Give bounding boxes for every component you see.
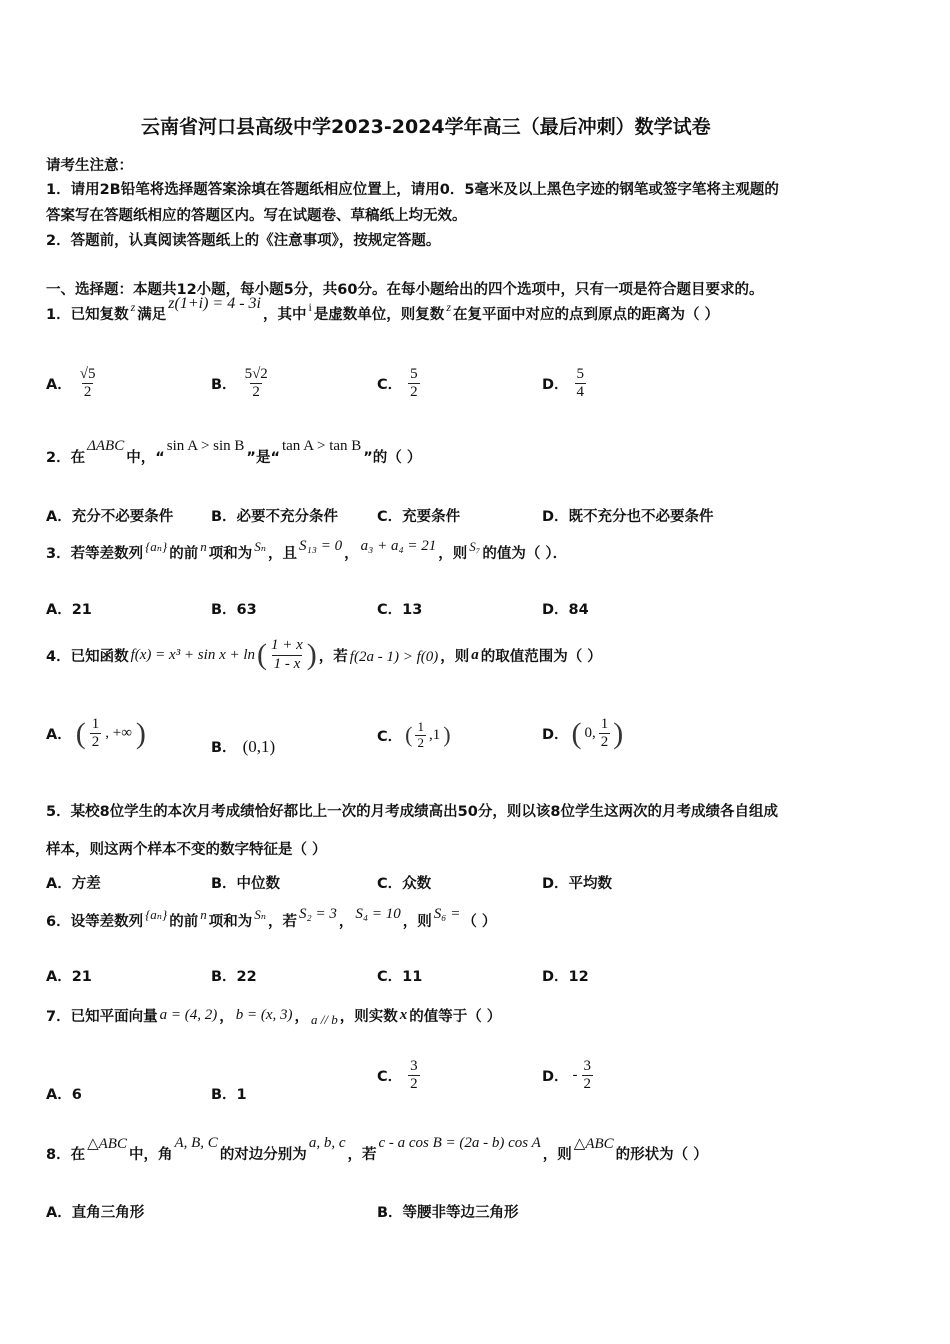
q1-a-den: 2	[83, 384, 92, 401]
q5-option-b[interactable]: B．中位数	[211, 876, 281, 892]
q4-c-fraction	[415, 720, 426, 751]
q1-text-1: 1．已知复数	[46, 307, 129, 323]
q6-option-b[interactable]: B．22	[211, 969, 257, 985]
q7-d-num: 3	[583, 1058, 592, 1074]
q3-var-s: Sₙ	[254, 538, 267, 554]
q4-option-b[interactable]	[211, 736, 275, 757]
q1-d-num: 5	[576, 366, 585, 382]
q3-text-7: 的值为（ ）．	[482, 546, 568, 562]
q1-var-z: z	[130, 300, 136, 314]
q4-log-fraction	[269, 637, 305, 673]
q6-text-6: ，则	[402, 914, 432, 930]
q6-var-n: n	[200, 906, 207, 922]
q1-equation: z(1+i) = 4 - 3i	[168, 294, 261, 312]
q4-condition: f(2a - 1) > f(0)	[349, 648, 439, 665]
q6-text-5: ，	[338, 914, 354, 930]
q8-text-6: 的形状为（ ）	[615, 1147, 708, 1163]
q4-option-d-label: D．	[542, 727, 569, 744]
q7-option-b[interactable]: B．1	[211, 1087, 247, 1103]
q5-line-2: 样本，则这两个样本不变的数字特征是（ ）	[46, 842, 327, 858]
question-1	[46, 294, 720, 324]
q7-c-num: 3	[410, 1058, 418, 1074]
q7-c-fraction	[408, 1058, 420, 1094]
q4-d-right-paren: )	[613, 716, 624, 750]
q4-var-a: a	[471, 646, 479, 663]
q8-text-5: ，则	[542, 1147, 572, 1163]
q5-line-1: 5．某校8位学生的本次月考成绩恰好都比上一次的月考成绩高出50分，则以该8位学生这两次的月考成绩各自组成	[46, 804, 778, 820]
q6-text-3: 项和为	[208, 914, 253, 930]
q6-option-c[interactable]: C．11	[377, 969, 423, 985]
q7-c-den: 2	[410, 1076, 418, 1093]
q3-text-1: 3．若等差数列	[46, 546, 144, 562]
q3-option-a[interactable]: A．21	[46, 602, 92, 618]
q7-var-x: x	[399, 1007, 408, 1023]
q4-c-num: 1	[417, 719, 424, 734]
q4-d-head: 0,	[584, 725, 596, 742]
q2-text-1: 2．在	[46, 450, 86, 466]
q3-equation-1: S₁₃ = 0	[299, 538, 343, 554]
q1-c-num: 5	[410, 366, 418, 382]
q1-text-4: 是虚数单位，则复数	[313, 307, 445, 323]
q4-d-fraction	[599, 716, 611, 752]
q1-b-den: 2	[252, 384, 260, 401]
notice-line1b: 答案写在答题纸相应的答题区内。写在试题卷、草稿纸上均无效。	[46, 208, 467, 224]
q4-left-paren: (	[257, 638, 268, 671]
q7-option-d[interactable]	[542, 1058, 593, 1094]
q2-option-b[interactable]: B．必要不充分条件	[211, 509, 339, 525]
q8-angles: A, B, C	[174, 1135, 218, 1151]
q6-sequence: {aₙ}	[145, 906, 168, 922]
q2-option-a[interactable]: A．充分不必要条件	[46, 509, 174, 525]
q4-a-num: 1	[91, 716, 100, 732]
q1-text-3: ，其中	[262, 307, 307, 323]
q6-text-7: （ ）	[462, 914, 497, 930]
q2-triangle: ΔABC	[87, 438, 125, 454]
q7-text-2: ，	[219, 1009, 234, 1025]
q8-triangle-2: △ABC	[573, 1136, 614, 1152]
q7-text-4: ，则实数	[339, 1009, 398, 1025]
q3-option-b[interactable]: B．63	[211, 602, 257, 618]
q8-triangle: △ABC	[87, 1136, 127, 1152]
q6-equation-1: S₂ = 3	[299, 906, 337, 922]
q7-d-den: 2	[583, 1076, 592, 1093]
q7-d-fraction	[582, 1058, 594, 1094]
q3-equation-2: a₃ + a₄ = 21	[360, 538, 437, 554]
q1-a-num: √5	[79, 366, 96, 382]
q1-option-b[interactable]	[211, 366, 270, 402]
q3-text-2: 的前	[169, 546, 199, 562]
q5-option-a[interactable]: A．方差	[46, 876, 101, 892]
q3-option-c[interactable]: C．13	[377, 602, 423, 618]
q3-text-4: ，且	[268, 546, 298, 562]
q3-text-5: ，	[344, 546, 359, 562]
q4-a-tail: , +∞	[105, 725, 132, 742]
q6-equation-2: S₄ = 10	[355, 906, 401, 922]
q4-text-1: 4．已知函数	[46, 648, 129, 665]
q6-text-1: 6．设等差数列	[46, 914, 144, 930]
q4-text-2: ，若	[318, 648, 348, 665]
q8-text-4: ，若	[347, 1147, 377, 1163]
q1-b-num: 5√2	[244, 366, 268, 382]
q3-var-n: n	[200, 538, 207, 554]
q3-var-s7: S₇	[469, 538, 481, 554]
q4-option-b-label: B．	[211, 740, 237, 756]
q7-option-c[interactable]	[377, 1058, 420, 1094]
q4-log-den: 1 - x	[273, 655, 301, 672]
q7-text-5: 的值等于（ ）	[409, 1009, 502, 1025]
notice-line1a: 1．请用2B铅笔将选择题答案涂填在答题纸相应位置上，请用0．5毫米及以上黑色字迹的钢笔或签字笔将主观题的	[46, 182, 779, 198]
q4-d-left-paren: (	[571, 716, 582, 750]
q4-d-num: 1	[600, 716, 609, 732]
q2-option-c[interactable]: C．充要条件	[377, 509, 461, 525]
q4-c-left-paren: (	[405, 722, 413, 748]
q3-text-6: ，则	[438, 546, 468, 562]
q6-text-4: ，若	[268, 914, 298, 930]
question-6	[46, 906, 497, 931]
question-8	[46, 1135, 708, 1164]
q1-option-d-fraction	[575, 366, 587, 402]
section-heading: 一、选择题：本题共12小题，每小题5分，共60分。在每小题给出的四个选项中，只有一项是符合题目要求的。	[46, 282, 764, 298]
notice-heading: 请考生注意：	[46, 158, 133, 174]
q1-option-d[interactable]	[542, 366, 586, 402]
q4-d-den: 2	[600, 734, 609, 751]
q1-option-b-fraction	[243, 366, 270, 402]
q2-option-d[interactable]: D．既不充分也不必要条件	[542, 509, 714, 525]
q3-sequence: {aₙ}	[145, 538, 168, 554]
q7-text-3: ，	[294, 1009, 309, 1025]
q2-text-3: ”是“	[246, 450, 280, 466]
q2-condition-sin: sin A > sin B	[166, 438, 245, 454]
q8-option-b[interactable]: B．等腰非等边三角形	[377, 1205, 519, 1221]
q8-option-a[interactable]: A．直角三角形	[46, 1205, 145, 1221]
q4-option-a[interactable]	[46, 716, 146, 752]
q8-equation: c - a cos B = (2a - b) cos A	[378, 1135, 541, 1151]
q4-option-c-label: C．	[377, 728, 403, 745]
q7-vector-a: a = (4, 2)	[159, 1007, 218, 1023]
q7-vector-b: b = (x, 3)	[235, 1007, 293, 1023]
q6-text-2: 的前	[169, 914, 199, 930]
q2-text-4: ”的（ ）	[363, 450, 422, 466]
q8-text-2: 中，角	[128, 1147, 173, 1163]
q4-text-4: 的取值范围为（ ）	[480, 648, 602, 665]
q1-option-b-label: B．	[211, 377, 237, 394]
q4-option-c[interactable]	[377, 720, 451, 751]
q2-condition-tan: tan A > tan B	[281, 438, 362, 454]
q8-sides: a, b, c	[308, 1135, 346, 1151]
q7-option-c-label: C．	[377, 1069, 403, 1086]
q2-text-2: 中，“	[126, 450, 165, 466]
question-2	[46, 438, 422, 467]
q7-text-1: 7．已知平面向量	[46, 1009, 158, 1025]
q4-option-a-label: A．	[46, 727, 72, 744]
q8-text-1: 8．在	[46, 1147, 86, 1163]
q4-a-fraction	[90, 716, 102, 752]
q5-option-d[interactable]: D．平均数	[542, 876, 613, 892]
q4-a-left-paren: (	[75, 716, 86, 750]
q1-option-a-fraction	[78, 366, 98, 402]
q1-var-i: i	[308, 300, 312, 314]
q7-option-d-label: D．	[542, 1069, 569, 1086]
q1-d-den: 4	[576, 384, 585, 401]
q4-a-right-paren: )	[135, 716, 146, 750]
q1-text-5: 在复平面中对应的点到原点的距离为（ ）	[452, 307, 720, 323]
q1-text-2: 满足	[137, 307, 167, 323]
q5-option-c[interactable]: C．众数	[377, 876, 432, 892]
q6-equation-3: S₆ =	[433, 906, 461, 922]
q4-right-paren: )	[306, 638, 317, 671]
q4-c-right-paren: )	[443, 722, 451, 748]
q3-text-3: 项和为	[208, 546, 253, 562]
question-4	[46, 632, 602, 678]
page-title: 云南省河口县高级中学2023-2024学年高三（最后冲刺）数学试卷	[141, 116, 711, 138]
q7-parallel: a // b	[311, 1011, 338, 1027]
q4-a-den: 2	[91, 734, 100, 751]
q4-c-den: 2	[417, 734, 424, 750]
q7-option-a[interactable]: A．6	[46, 1087, 82, 1103]
q6-var-s: Sₙ	[254, 906, 267, 922]
notice-line2: 2．答题前，认真阅读答题纸上的《注意事项》，按规定答题。	[46, 233, 441, 249]
q8-text-3: 的对边分别为	[219, 1147, 307, 1163]
q1-option-c[interactable]	[377, 366, 420, 402]
question-7	[46, 1005, 501, 1026]
q1-option-d-label: D．	[542, 377, 569, 394]
q4-c-tail: ,1	[428, 726, 441, 743]
q4-b-value: (0,1)	[242, 736, 276, 756]
q4-option-d[interactable]	[542, 716, 623, 752]
q1-option-c-label: C．	[377, 377, 403, 394]
q4-log-num: 1 + x	[271, 637, 303, 654]
q3-option-d[interactable]: D．84	[542, 602, 589, 618]
q1-option-a[interactable]	[46, 366, 97, 402]
q4-function: f(x) = x³ + sin x + ln	[130, 646, 256, 663]
q6-option-d[interactable]: D．12	[542, 969, 589, 985]
q1-var-z2: z	[446, 300, 451, 314]
q4-text-3: ，则	[440, 648, 470, 665]
q7-d-sign: -	[572, 1067, 578, 1084]
q1-c-den: 2	[410, 384, 418, 401]
q1-option-a-label: A．	[46, 377, 72, 394]
question-3	[46, 538, 568, 563]
q6-option-a[interactable]: A．21	[46, 969, 92, 985]
q1-option-c-fraction	[408, 366, 420, 402]
